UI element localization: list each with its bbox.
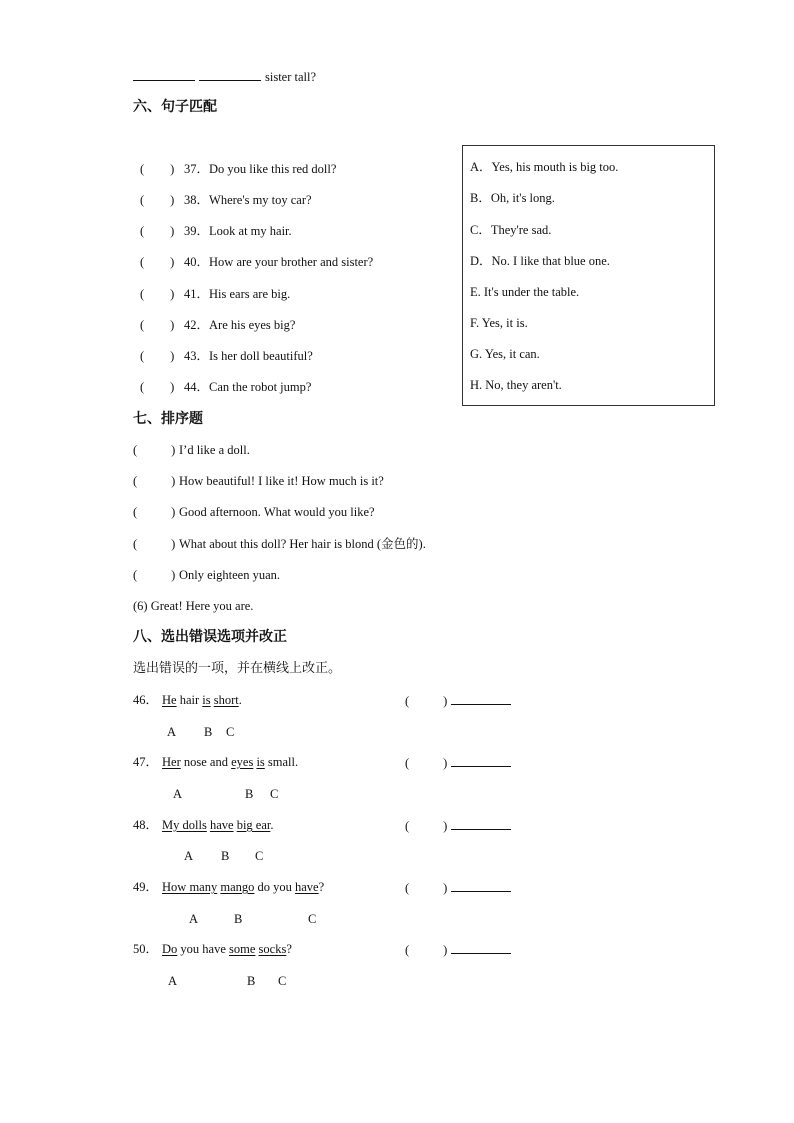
q46-answer [405, 692, 511, 709]
answer-options-box [462, 145, 715, 406]
section6-title: 六、句子匹配 [133, 99, 217, 115]
paren-open: ( [133, 505, 138, 519]
label-c: C [270, 787, 279, 801]
q50-sentence [133, 941, 292, 957]
paren-open: ( [140, 318, 145, 332]
q50-answer [405, 941, 511, 958]
paren-open: ( [140, 255, 145, 269]
q-text: How are your brother and sister? [209, 255, 374, 269]
paren-close: ) [170, 162, 175, 176]
paren-close: ) [171, 537, 176, 551]
label-a: A [189, 912, 199, 926]
label-b: B [221, 849, 230, 863]
q-num: 47． [133, 755, 159, 769]
label-c: C [308, 912, 317, 926]
q48-sentence [133, 817, 273, 833]
q37-row [140, 161, 336, 177]
label-b: B [234, 912, 243, 926]
answer-blank-1[interactable] [133, 68, 195, 81]
q-text: Do you like this red doll? [209, 162, 337, 176]
section8-title: 八、选出错误选项并改正 [133, 629, 287, 645]
option-c-text: big ear [236, 818, 271, 832]
paren-open: ( [140, 349, 145, 363]
option-c-text: is [256, 755, 265, 769]
sentence-end: ? [286, 942, 292, 956]
q-text: Can the robot jump? [209, 380, 312, 394]
paren-open: ( [405, 819, 410, 833]
paren-close: ) [443, 943, 448, 957]
paren-close: ) [443, 694, 448, 708]
correction-line[interactable] [451, 941, 511, 954]
option-e: E. It's under the table. [470, 285, 580, 299]
paren-close: ) [171, 568, 176, 582]
option-a-text: How many [162, 880, 218, 894]
q-text: Are his eyes big? [209, 318, 296, 332]
q-num: 50． [133, 942, 159, 956]
q-num: 49． [133, 880, 159, 894]
option-b-text: some [229, 942, 256, 956]
order-item-text: I’d like a doll. [179, 443, 250, 457]
q46-sentence [133, 692, 242, 708]
order-item-1 [133, 442, 250, 458]
q-num: 39． [184, 224, 210, 238]
q-num: 41． [184, 287, 210, 301]
sentence-text: hair [176, 693, 203, 707]
q-num: 46． [133, 693, 159, 707]
option-d: D．No. I like that blue one. [470, 254, 610, 268]
paren-close: ) [443, 819, 448, 833]
order-item-3 [133, 504, 375, 520]
prev-question-text: sister tall? [265, 70, 317, 84]
option-h: H. No, they aren't. [470, 378, 562, 392]
section8-instruction: 选出错误的一项，并在横线上改正。 [133, 661, 342, 676]
q38-row [140, 192, 312, 208]
label-a: A [173, 787, 183, 801]
option-b-text: mango [220, 880, 255, 894]
q-text: Where's my toy car? [209, 193, 312, 207]
paren-close: ) [170, 318, 175, 332]
sentence-end: small. [264, 755, 299, 769]
q-text: His ears are big. [209, 287, 291, 301]
option-c-text: have [295, 880, 319, 894]
paren-open: ( [140, 224, 145, 238]
paren-open: ( [133, 474, 138, 488]
sentence-end: . [238, 693, 242, 707]
q44-row [140, 379, 311, 395]
option-a-text: Her [162, 755, 181, 769]
label-a: A [184, 849, 194, 863]
paren-close: ) [171, 443, 176, 457]
sentence-end: . [270, 818, 274, 832]
q49-answer [405, 879, 511, 896]
paren-open: ( [140, 380, 145, 394]
paren-close: ) [443, 881, 448, 895]
paren-close: ) [170, 193, 175, 207]
q43-row [140, 348, 313, 364]
option-b-text: is [202, 693, 211, 707]
order-item-text: How beautiful! I like it! How much is it? [179, 474, 384, 488]
q-num: 40． [184, 255, 210, 269]
q47-answer [405, 754, 511, 771]
q-num: 43． [184, 349, 210, 363]
q-num: 42． [184, 318, 210, 332]
paren-close: ) [170, 287, 175, 301]
paren-close: ) [171, 505, 176, 519]
order-item-6: (6) Great! Here you are. [133, 599, 254, 613]
paren-open: ( [140, 287, 145, 301]
q-num: 38． [184, 193, 210, 207]
order-item-text: What about this doll? Her hair is blond (金色的). [179, 537, 426, 551]
label-c: C [255, 849, 264, 863]
q-text: Look at my hair. [209, 224, 292, 238]
option-a-text: My dolls [162, 818, 207, 832]
sentence-text: you have [177, 942, 230, 956]
paren-open: ( [405, 943, 410, 957]
prev-question-line [133, 68, 316, 85]
option-b-text: have [209, 818, 234, 832]
correction-line[interactable] [451, 879, 511, 892]
paren-open: ( [405, 694, 410, 708]
sentence-text: nose and [180, 755, 232, 769]
q-num: 37． [184, 162, 210, 176]
q42-row [140, 317, 295, 333]
paren-open: ( [133, 537, 138, 551]
q-text: Is her doll beautiful? [209, 349, 313, 363]
sentence-text: do you [254, 880, 295, 894]
q41-row [140, 286, 290, 302]
option-a-text: Do [162, 942, 178, 956]
q48-answer [405, 817, 511, 834]
answer-blank-2[interactable] [199, 68, 261, 81]
order-item-text: Only eighteen yuan. [179, 568, 281, 582]
option-a: A．Yes, his mouth is big too. [470, 160, 619, 174]
label-c: C [278, 974, 287, 988]
option-b: B．Oh, it's long. [470, 191, 555, 205]
paren-close: ) [170, 349, 175, 363]
paren-open: ( [140, 162, 145, 176]
paren-close: ) [170, 255, 175, 269]
correction-line[interactable] [451, 817, 511, 830]
paren-open: ( [405, 881, 410, 895]
label-c: C [226, 725, 235, 739]
q-num: 48． [133, 818, 159, 832]
q49-sentence [133, 879, 324, 895]
label-b: B [247, 974, 256, 988]
correction-line[interactable] [451, 754, 511, 767]
paren-close: ) [170, 224, 175, 238]
sentence-end: ? [318, 880, 325, 894]
q39-row [140, 223, 292, 239]
order-item-2 [133, 473, 384, 489]
paren-close: ) [170, 380, 175, 394]
label-b: B [245, 787, 254, 801]
paren-open: ( [133, 443, 138, 457]
label-a: A [167, 725, 177, 739]
q40-row [140, 254, 373, 270]
q-num: 44． [184, 380, 210, 394]
option-f: F. Yes, it is. [470, 316, 528, 330]
option-c-text: short [213, 693, 239, 707]
paren-open: ( [140, 193, 145, 207]
paren-close: ) [171, 474, 176, 488]
section7-title: 七、排序题 [133, 411, 203, 427]
q47-sentence [133, 754, 298, 770]
option-a-text: He [162, 693, 177, 707]
paren-open: ( [133, 568, 138, 582]
paren-close: ) [443, 756, 448, 770]
option-c: C．They're sad. [470, 223, 552, 237]
option-g: G. Yes, it can. [470, 347, 540, 361]
paren-open: ( [405, 756, 410, 770]
option-b-text: eyes [231, 755, 254, 769]
label-b: B [204, 725, 213, 739]
order-item-5 [133, 567, 280, 583]
option-c-text: socks [258, 942, 287, 956]
correction-line[interactable] [451, 692, 511, 705]
label-a: A [168, 974, 178, 988]
order-item-text: Good afternoon. What would you like? [179, 505, 375, 519]
order-item-4 [133, 536, 426, 552]
